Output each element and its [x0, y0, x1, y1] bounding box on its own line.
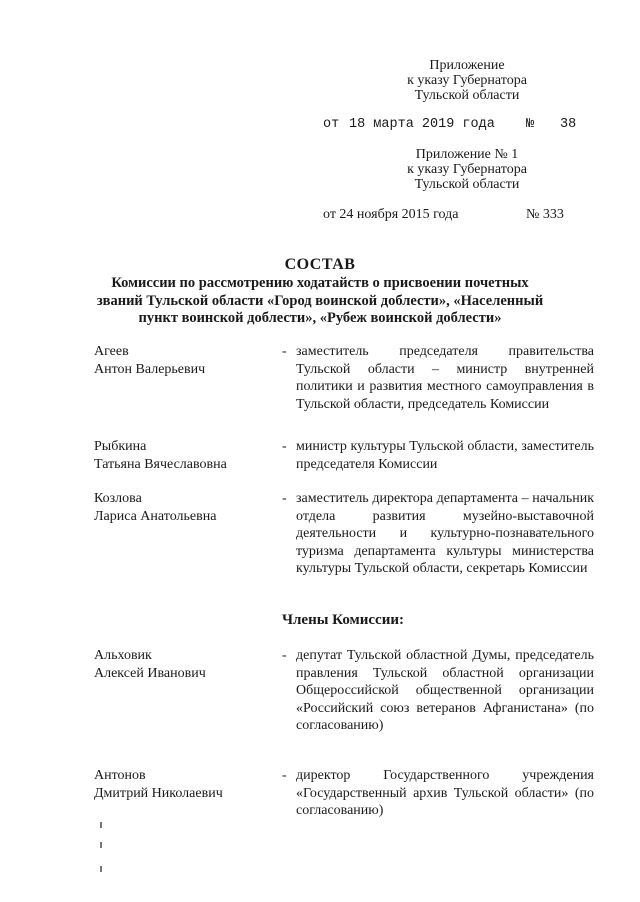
person-name [94, 647, 274, 682]
scan-mark [100, 842, 102, 848]
surname: Козлова [94, 491, 142, 506]
position-text: заместитель председателя правительства Тульской области – министр внутренней политики и развития местного самоуправления в Тульской области, председатель Комиссии [296, 344, 594, 412]
attachment-line: Тульской области [414, 177, 520, 192]
members-heading: Члены Комиссии: [282, 612, 404, 628]
person-name [94, 490, 274, 525]
original-decree-date: от 24 ноября 2015 года [323, 207, 459, 222]
position-text: заместитель директора департамента – начальник отдела развития музейно-выставочной деятельности и культурно-познавательного туризма департамента культуры министерства культуры Тульской области, секретарь Комиссии [296, 491, 594, 576]
original-decree-line [0, 207, 640, 225]
scan-mark [100, 822, 102, 828]
decree-line [0, 117, 640, 135]
attachment-line: Тульской области [414, 88, 520, 103]
given-name: Лариса Анатольевна [94, 508, 217, 524]
dash: - [282, 439, 287, 454]
surname: Антонов [94, 768, 146, 783]
dash: - [282, 344, 287, 359]
attachment-header [392, 58, 542, 103]
position-text: директор Государственного учреждения «Государственный архив Тульской области» (по согласованию) [296, 768, 594, 818]
dash: - [282, 491, 287, 506]
dash: - [282, 768, 287, 783]
attachment-line: Приложение № 1 [415, 147, 519, 162]
document-subtitle: Комиссии по рассмотрению ходатайств о присвоении почетных званий Тульской области «Город воинской доблести», «Населенный пункт воинской доблести», «Рубеж воинской доблести» [96, 275, 544, 326]
surname: Рыбкина [94, 439, 147, 454]
decree-number: 38 [560, 117, 577, 132]
decree-date: 18 марта 2019 года [349, 117, 495, 132]
document-title: СОСТАВ [284, 256, 356, 273]
given-name: Татьяна Вячеславовна [94, 456, 227, 472]
person-name [94, 438, 274, 473]
original-decree-number: № 333 [526, 207, 564, 222]
surname: Агеев [94, 344, 129, 359]
attachment-line: к указу Губернатора [407, 73, 527, 88]
attachment-line: к указу Губернатора [407, 162, 527, 177]
attachment-line: Приложение [429, 58, 505, 73]
person-name [94, 343, 274, 378]
dash: - [282, 648, 287, 663]
decree-from-label: от [323, 117, 340, 132]
scan-mark [100, 866, 102, 872]
given-name: Дмитрий Николаевич [94, 785, 223, 801]
decree-number-label: № [526, 117, 535, 132]
given-name: Алексей Иванович [94, 665, 206, 681]
position-text: министр культуры Тульской области, заместитель председателя Комиссии [296, 439, 594, 472]
original-attachment-header [392, 147, 542, 192]
surname: Альховик [94, 648, 152, 663]
position-text: депутат Тульской областной Думы, председатель правления Тульской областной организации Общероссийской общественной организации «Российский союз ветеранов Афганистана» (по согласованию) [296, 648, 594, 733]
given-name: Антон Валерьевич [94, 361, 206, 377]
person-name [94, 767, 274, 802]
